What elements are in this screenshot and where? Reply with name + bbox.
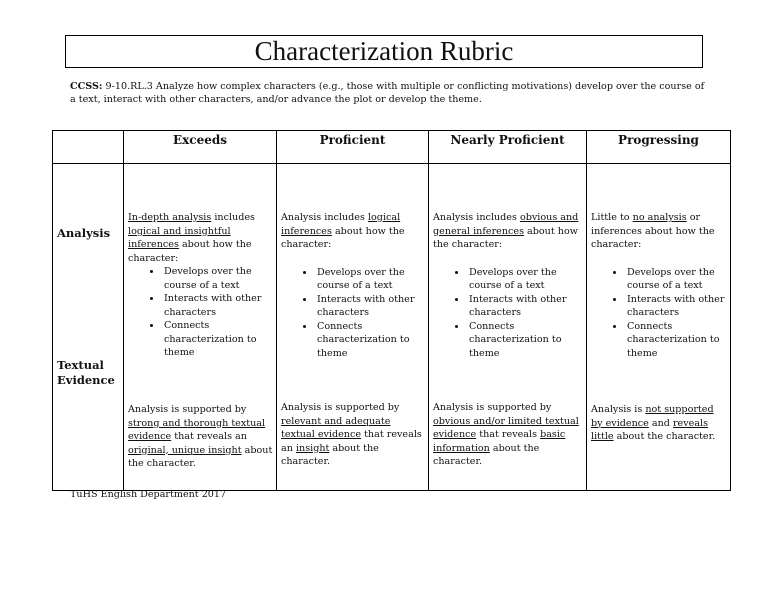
- list-item: • Develops over the course of a text: [162, 265, 273, 292]
- exceeds-analysis-text: [128, 211, 273, 265]
- column-header-progressing: Progressing: [587, 131, 731, 164]
- nearly-evidence-u2: basic information: [433, 429, 566, 454]
- proficient-analysis: [281, 211, 425, 360]
- progressing-analysis-u1: no analysis: [632, 212, 687, 223]
- ccss-standard: [70, 80, 710, 106]
- nearly-analysis-t2: about how the character:: [433, 225, 578, 250]
- proficient-evidence-t1: Analysis is supported by: [281, 402, 400, 413]
- exceeds-cell: [124, 164, 277, 491]
- exceeds-analysis-t2: about how the character:: [128, 239, 252, 264]
- progressing-evidence-t3: about the character.: [613, 431, 716, 442]
- exceeds-evidence: [128, 403, 273, 471]
- column-header-nearly-proficient: Nearly Proficient: [429, 131, 587, 164]
- row-labels-cell: [53, 164, 124, 491]
- exceeds-evidence-t3: about the character.: [128, 444, 273, 469]
- rubric-table: [52, 130, 731, 491]
- exceeds-analysis: [128, 211, 273, 360]
- nearly-evidence-u1: obvious and/or limited textual evidence: [433, 415, 579, 440]
- column-header-proficient: Proficient: [277, 131, 429, 164]
- progressing-evidence-t2: and: [648, 417, 673, 429]
- exceeds-analysis-u1: In-depth analysis: [128, 212, 212, 223]
- list-item: • Connects characterization to theme: [467, 320, 583, 361]
- list-item: • Develops over the course of a text: [625, 266, 727, 293]
- progressing-analysis-t1: Little to: [591, 212, 633, 223]
- proficient-cell: [277, 164, 429, 491]
- footer-credit: TuHS English Department 2017: [70, 489, 227, 500]
- row-label-textual: Textual: [57, 358, 104, 372]
- list-item: • Interacts with other characters: [162, 292, 273, 319]
- exceeds-evidence-t2: that reveals an: [171, 431, 247, 442]
- proficient-evidence-t2: that reveals an: [281, 429, 422, 454]
- nearly-evidence-t2: that reveals: [476, 429, 541, 440]
- nearly-evidence-t1: Analysis is supported by: [433, 402, 552, 413]
- page-title: Characterization Rubric: [65, 35, 703, 68]
- list-item: • Interacts with other characters: [315, 293, 425, 320]
- nearly-evidence-t3: about the character.: [433, 442, 540, 467]
- row-label-evidence: Evidence: [57, 373, 115, 387]
- exceeds-analysis-t1: includes: [211, 212, 255, 223]
- progressing-evidence: [591, 403, 727, 444]
- proficient-analysis-t1: Analysis includes: [281, 212, 368, 223]
- nearly-analysis: [433, 211, 583, 360]
- proficient-bullets: [281, 266, 425, 361]
- progressing-cell: [587, 164, 731, 491]
- exceeds-bullets: [128, 265, 273, 360]
- column-header-exceeds: Exceeds: [124, 131, 277, 164]
- nearly-evidence: [433, 401, 583, 469]
- proficient-analysis-t2: about how the character:: [281, 225, 405, 250]
- progressing-evidence-u2: reveals little: [591, 417, 709, 442]
- progressing-evidence-t1: Analysis is: [591, 404, 646, 415]
- criteria-row: [53, 164, 731, 491]
- exceeds-analysis-u2: logical and insightful inferences: [128, 225, 231, 250]
- list-item: • Connects characterization to theme: [162, 319, 273, 360]
- list-item: • Develops over the course of a text: [467, 266, 583, 293]
- progressing-analysis: [591, 211, 727, 360]
- row-label-analysis: Analysis: [57, 226, 111, 240]
- proficient-analysis-u1: logical inferences: [281, 212, 401, 237]
- progressing-bullets: [591, 266, 727, 361]
- list-item: • Interacts with other characters: [467, 293, 583, 320]
- exceeds-evidence-u2: original, unique insight: [128, 444, 242, 456]
- progressing-analysis-t2: or inferences about how the character:: [591, 212, 715, 250]
- ccss-label: CCSS:: [70, 81, 103, 92]
- nearly-bullets: [433, 266, 583, 361]
- list-item: • Develops over the course of a text: [315, 266, 425, 293]
- progressing-evidence-u1: not supported by evidence: [591, 404, 714, 429]
- list-item: • Interacts with other characters: [625, 293, 727, 320]
- header-row: [53, 131, 731, 164]
- proficient-evidence-t3: about the character.: [281, 442, 379, 467]
- nearly-analysis-u1: obvious and general inferences: [433, 212, 579, 237]
- nearly-analysis-t1: Analysis includes: [433, 212, 520, 223]
- exceeds-evidence-u1: strong and thorough textual evidence: [128, 417, 266, 442]
- row-label-textual-evidence: [57, 358, 115, 388]
- nearly-proficient-cell: [429, 164, 587, 491]
- proficient-evidence-u2: insight: [295, 442, 330, 454]
- proficient-evidence-u1: relevant and adequate textual evidence: [281, 415, 391, 440]
- exceeds-evidence-t1: Analysis is supported by: [128, 404, 247, 415]
- list-item: • Connects characterization to theme: [625, 320, 727, 361]
- proficient-evidence: [281, 401, 425, 469]
- ccss-text: 9-10.RL.3 Analyze how complex characters (e.g., those with multiple or conflicting motivations) develop over the course of a text, interact with other characters, and/or advance the plot or develop the theme.: [70, 81, 705, 105]
- corner-cell: [53, 131, 124, 164]
- list-item: • Connects characterization to theme: [315, 320, 425, 361]
